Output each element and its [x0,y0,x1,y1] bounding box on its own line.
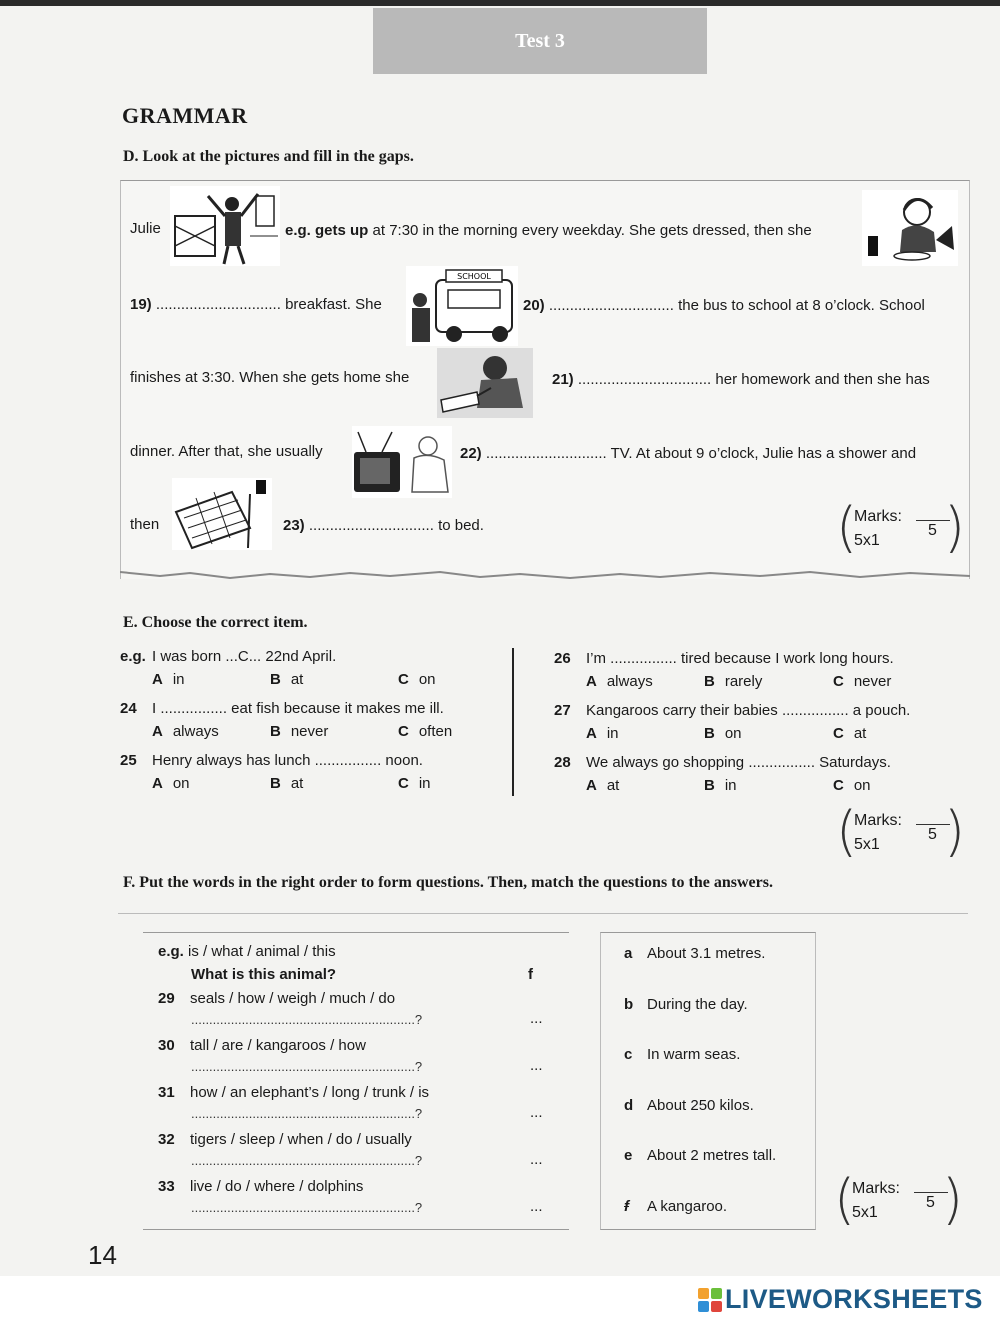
option-a[interactable] [152,723,219,740]
line1-text [285,222,812,239]
answer-text: About 2 metres tall. [647,1147,777,1164]
option-a[interactable] [152,671,185,688]
option-letter: A [586,725,597,742]
option-b[interactable] [270,671,303,688]
option-b[interactable] [270,723,328,740]
option-letter: A [152,671,163,688]
line2-text-20: the bus to school at 8 o’clock. School [678,297,925,314]
option-text: often [418,723,453,740]
marks-label: Marks: [852,1180,900,1197]
option-text: at [853,725,867,742]
question-row [158,1037,366,1054]
question-number: 26 [554,650,571,667]
option-letter: C [398,723,409,740]
answer-text: About 3.1 metres. [647,945,766,962]
answer-option [624,1046,741,1063]
word-list: tigers / sleep / when / do / usually [190,1131,412,1148]
question-text: We always go shopping ................ Saturdays. [586,754,891,771]
question-row [158,1178,364,1195]
getting-up-picture [170,186,280,266]
question-item [120,648,337,665]
option-letter: C [833,777,844,794]
answer-option [624,1096,754,1114]
option-c[interactable] [833,777,871,794]
answer-letter: d [624,1096,634,1114]
question-item [120,752,423,769]
marks-multiplier: 5x1 [852,1204,878,1221]
marks-multiplier: 5x1 [854,532,880,549]
option-letter: A [586,673,597,690]
answer-text: During the day. [647,995,748,1013]
question-text: I’m ................ tired because I work long hours. [586,650,894,667]
line5-right [283,517,484,534]
line1-rest: at 7:30 in the morning every weekday. She gets dressed, then she [372,222,812,239]
option-text: rarely [724,673,763,690]
option-b[interactable] [704,777,737,794]
gap-number-19: 19) [130,296,152,313]
answer-option [624,1147,777,1164]
option-text: always [172,723,219,740]
line4-text: dinner. After that, she usually [130,443,323,460]
option-letter: B [270,723,281,740]
bed-picture [172,478,272,550]
section-heading: GRAMMAR [122,103,248,128]
option-letter: A [152,775,163,792]
option-text: on [853,777,871,794]
answer-line[interactable]: ..............................................................? [191,1106,423,1121]
column-divider [512,648,514,796]
brand-name: LIVEWORKSHEETS [725,1284,983,1314]
gap-19[interactable]: .............................. [155,296,281,313]
question-text: I ................ eat fish because it makes me ill. [152,700,444,717]
line3-right [552,371,930,388]
answer-letter: f [624,1197,629,1215]
answer-option [624,1197,728,1215]
section-e-title: E. Choose the correct item. [123,614,308,631]
question-number: 27 [554,702,571,719]
question-number: 25 [120,752,137,769]
line3-text-21: her homework and then she has [715,371,930,388]
gap-number-23: 23) [283,517,305,534]
homework-picture [437,348,533,418]
question-number: e.g. [120,648,146,665]
option-letter: A [152,723,163,740]
gap-number-20: 20) [523,297,545,314]
question-text: I was born ...C... 22nd April. [152,648,337,665]
match-slot[interactable]: ... [530,1198,543,1215]
answer-line[interactable]: ..............................................................? [191,1012,423,1027]
line2-text-19: breakfast. She [285,296,382,313]
option-text: on [724,725,742,742]
answer-option [624,945,766,962]
top-border [0,0,1000,6]
option-c[interactable] [398,775,431,792]
marks-box-d: ( Marks: 5 5x1 ) [836,496,966,559]
match-slot[interactable]: ... [530,1151,543,1168]
question-item [554,650,894,667]
question-text: Henry always has lunch ................ noon. [152,752,423,769]
example-answer: e.g. gets up [285,222,369,239]
marks-denominator: 5 [928,522,937,539]
line3-text: finishes at 3:30. When she gets home she [130,369,410,386]
option-letter: A [586,777,597,794]
answer-letter: a [624,945,633,962]
option-a[interactable] [586,725,619,742]
text-julie: Julie [130,220,161,237]
marks-label: Marks: [854,508,902,525]
question-text: Kangaroos carry their babies ................ a pouch. [586,702,911,719]
option-c[interactable] [833,725,866,742]
example-words [158,943,336,960]
option-text: in [172,671,185,688]
question-number: 24 [120,700,137,717]
option-text: on [172,775,190,792]
test-banner: Test 3 [373,8,707,74]
question-item [120,700,444,717]
gap-number-21: 21) [552,371,574,388]
torn-edge [120,568,970,586]
logo-icon [698,1288,722,1312]
option-text: on [418,671,436,688]
answer-text: In warm seas. [647,1046,741,1063]
section-d-title: D. Look at the pictures and fill in the gaps. [123,148,414,165]
word-list: how / an elephant’s / long / trunk / is [190,1084,430,1101]
bus-sign-text: SCHOOL [457,272,491,281]
option-b[interactable] [270,775,303,792]
marks-box-e: ( Marks: 5 5x1 ) [836,800,966,863]
option-a[interactable] [586,777,619,794]
marks-denominator: 5 [928,826,937,843]
example-answer: What is this animal? [191,966,337,983]
match-slot[interactable]: ... [530,1104,543,1121]
example-match: f [528,966,533,983]
question-row [158,1084,430,1101]
option-letter: B [704,777,715,794]
example-num: e.g. [158,943,184,960]
marks-label: Marks: [854,812,902,829]
option-letter: B [270,671,281,688]
marks-denominator: 5 [926,1194,935,1211]
option-letter: C [833,725,844,742]
option-text: in [606,725,619,742]
example-word-list: is / what / animal / this [188,943,336,960]
word-list: tall / are / kangaroos / how [190,1037,366,1054]
question-item [554,702,911,719]
option-letter: C [833,673,844,690]
option-letter: B [270,775,281,792]
marks-multiplier: 5x1 [854,836,880,853]
tv-picture [352,426,452,498]
question-number: 30 [158,1037,175,1054]
question-number: 33 [158,1178,175,1195]
section-f-rule [118,913,968,914]
word-list: seals / how / weigh / much / do [190,990,396,1007]
answer-line[interactable]: ..............................................................? [191,1153,423,1168]
option-text: in [418,775,431,792]
question-item [554,754,891,771]
match-slot[interactable]: ... [530,1057,543,1074]
option-a[interactable] [586,673,653,690]
option-c[interactable] [833,673,891,690]
question-number: 29 [158,990,175,1007]
brand-logo[interactable] [698,1284,983,1315]
answer-letter: b [624,995,634,1013]
line4-right [460,445,916,462]
option-text: at [606,777,620,794]
answer-letter: c [624,1046,633,1063]
line2-right [523,297,925,314]
option-text: at [290,671,304,688]
option-text: always [606,673,653,690]
answer-line[interactable]: ..............................................................? [191,1200,423,1215]
option-c[interactable] [398,723,452,740]
option-text: in [724,777,737,794]
option-letter: B [704,673,715,690]
page-number: 14 [88,1240,117,1270]
option-text: at [290,775,304,792]
question-number: 28 [554,754,571,771]
marks-box-f: ( Marks: 5 5x1 ) [834,1168,964,1231]
breakfast-picture [862,190,958,266]
gap-20[interactable]: .............................. [548,297,674,314]
school-bus-picture [406,266,518,346]
gap-22[interactable]: ............................. [485,445,607,462]
option-b[interactable] [704,673,762,690]
option-letter: C [398,775,409,792]
section-f-title: F. Put the words in the right order to form questions. Then, match the questions to the answers. [123,874,773,891]
answer-option [624,995,748,1013]
question-number: 31 [158,1084,175,1101]
option-b[interactable] [704,725,742,742]
option-a[interactable] [152,775,190,792]
line5-text-23: to bed. [438,517,484,534]
question-row [158,990,396,1007]
answer-line[interactable]: ..............................................................? [191,1059,423,1074]
answer-text: About 250 kilos. [647,1096,754,1114]
option-text: never [853,673,892,690]
line5-text: then [130,516,160,533]
option-c[interactable] [398,671,436,688]
option-letter: B [704,725,715,742]
option-text: never [290,723,329,740]
gap-21[interactable]: ................................ [577,371,712,388]
answer-letter: e [624,1147,633,1164]
match-slot[interactable]: ... [530,1010,543,1027]
line4-text-22: TV. At about 9 o’clock, Julie has a shower and [610,445,917,462]
word-list: live / do / where / dolphins [190,1178,364,1195]
question-row [158,1131,412,1148]
gap-23[interactable]: .............................. [308,517,434,534]
line2-left [130,296,382,313]
gap-number-22: 22) [460,445,482,462]
answers-box [600,932,816,1230]
question-number: 32 [158,1131,175,1148]
answer-text: A kangaroo. [647,1197,728,1215]
option-letter: C [398,671,409,688]
